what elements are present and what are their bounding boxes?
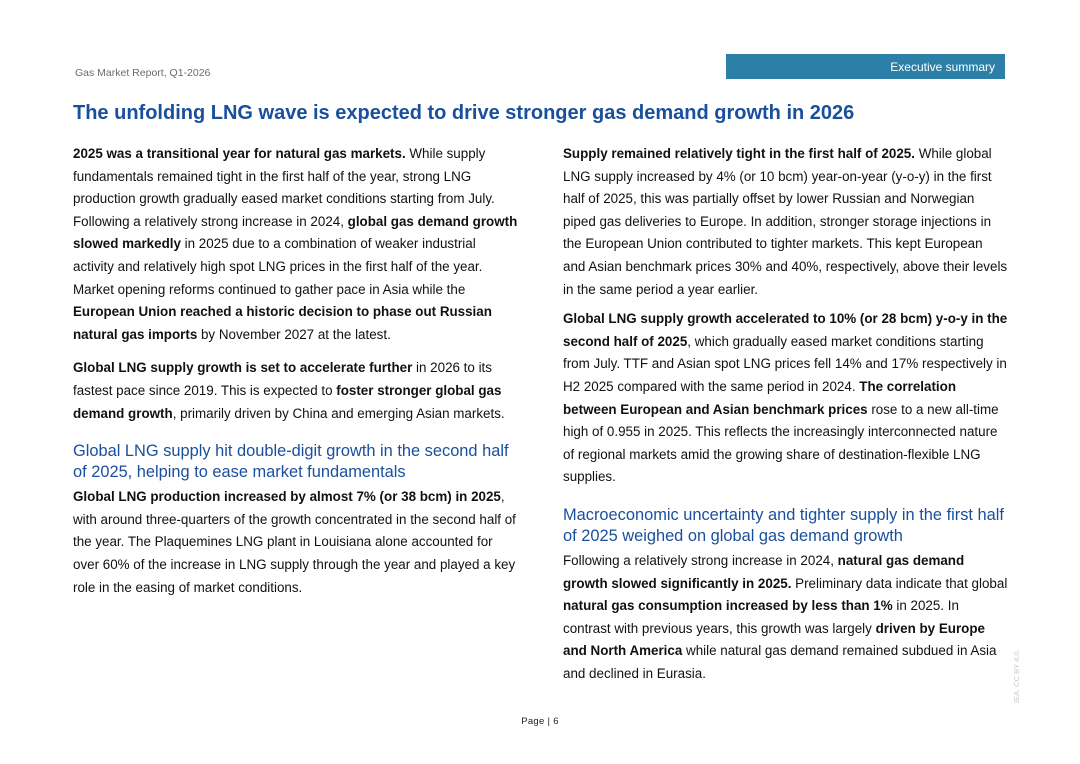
- section-tab: Executive summary: [726, 54, 1005, 79]
- page-title: The unfolding LNG wave is expected to drive stronger gas demand growth in 2026: [73, 102, 855, 124]
- page-number: Page | 6: [521, 716, 559, 727]
- section-heading-macroeconomic: Macroeconomic uncertainty and tighter supply in the first half of 2025 weighed on global gas demand growth: [563, 505, 1004, 545]
- right-column: [563, 143, 1008, 685]
- paragraph-tight-supply: Supply remained relatively tight in the first half of 2025. While global LNG supply increased by 4% (or 10 bcm) year-on-year (y-o-y) in the first half of 2025, this was partially offset by lower Russian and Norwegian piped gas deliveries to Europe. In addition, stronger storage injections in the European Union contributed to tighter markets. This kept European and Asian benchmark prices 30% and 40%, respectively, above their levels in the same period a year earlier.: [563, 146, 1008, 297]
- report-title: Gas Market Report, Q1-2026: [75, 67, 211, 79]
- section-heading-lng-supply: Global LNG supply hit double-digit growth in the second half of 2025, helping to ease market fundamentals: [73, 442, 509, 482]
- paragraph-lng-production: Global LNG production increased by almost 7% (or 38 bcm) in 2025, with around three-quarters of the growth concentrated in the second half of the year. The Plaquemines LNG plant in Louisiana alone accounted for over 60% of the increase in LNG supply through the year and played a key role in the easing of market conditions.: [73, 489, 516, 595]
- paragraph-second-half-growth: Global LNG supply growth accelerated to 10% (or 28 bcm) y-o-y in the second half of 2025, which gradually eased market conditions starting from July. TTF and Asian spot LNG prices fell 14% and 17% respectively in H2 2025 compared with the same period in 2024. The correlation between European and Asian benchmark prices rose to a new all-time high of 0.955 in 2025. This reflects the increasingly interconnected nature of regional markets amid the growing share of destination-flexible LNG supplies.: [563, 311, 1008, 485]
- paragraph-lng-acceleration: Global LNG supply growth is set to accelerate further in 2026 to its fastest pace since 2019. This is expected to foster stronger global gas demand growth, primarily driven by China and emerging Asian markets.: [73, 360, 505, 421]
- paragraph-transitional-year: 2025 was a transitional year for natural gas markets. While supply fundamentals remained tight in the first half of the year, strong LNG production growth gradually eased market conditions starting from July. Following a relatively strong increase in 2024, global gas demand growth slowed markedly in 2025 due to a combination of weaker industrial activity and relatively high spot LNG prices in the first half of the year. Market opening reforms continued to gather pace in Asia while the European Union reached a historic decision to phase out Russian natural gas imports by November 2027 at the latest.: [73, 146, 518, 342]
- license-notice: IEA. CC BY 4.0.: [1012, 649, 1021, 703]
- paragraph-demand-growth: Following a relatively strong increase in 2024, natural gas demand growth slowed significantly in 2025. Preliminary data indicate that global natural gas consumption increased by less than 1% in 2025. In contrast with previous years, this growth was largely driven by Europe and North America while natural gas demand remained subdued in Asia and declined in Eurasia.: [563, 552, 1008, 681]
- left-column: [73, 143, 518, 599]
